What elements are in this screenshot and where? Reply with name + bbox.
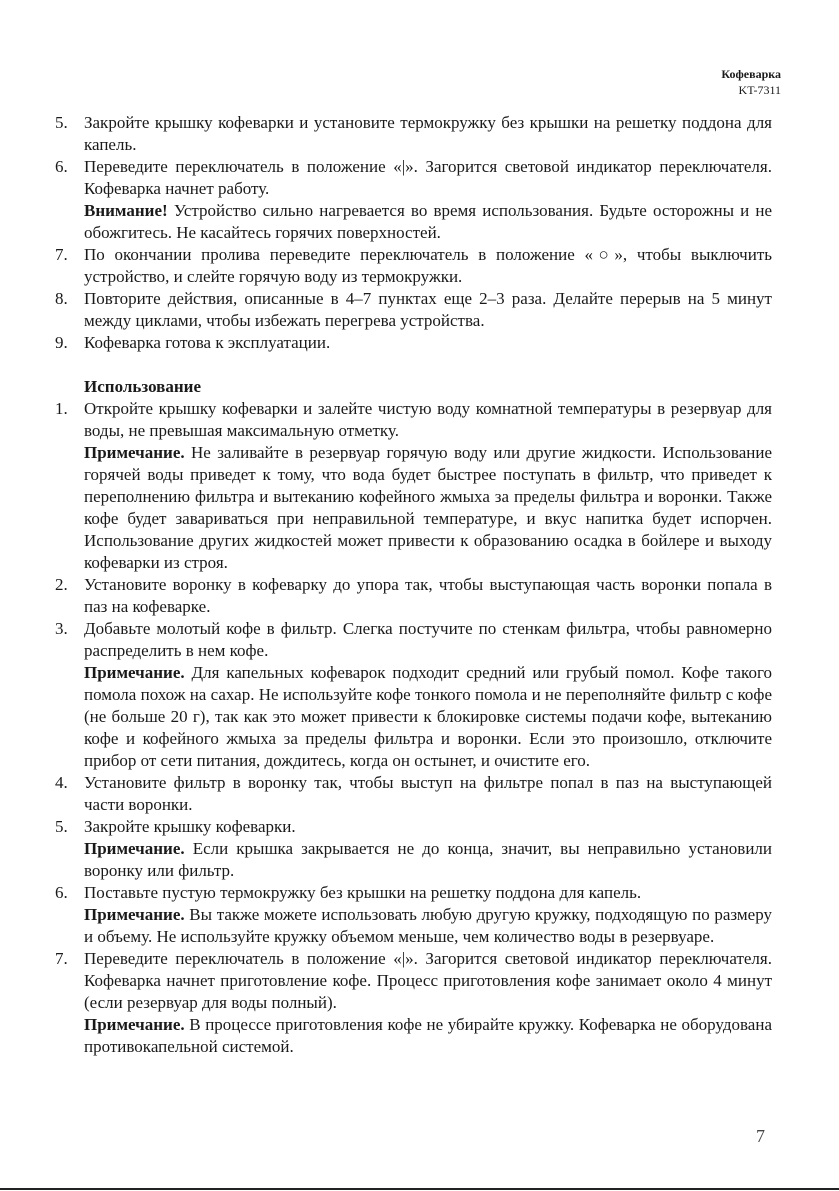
item-text: Установите воронку в кофеварку до упора так, чтобы выступающая часть воронки попала в паз на кофеварке. bbox=[84, 575, 772, 616]
item-number: 9. bbox=[55, 333, 68, 352]
item-number: 5. bbox=[55, 817, 68, 836]
note-text: Если крышка закрывается не до конца, значит, вы неправильно установили воронку или фильтр. bbox=[84, 839, 772, 880]
item-note bbox=[84, 1014, 772, 1058]
item-number: 2. bbox=[55, 575, 68, 594]
note-label: Примечание. bbox=[84, 905, 185, 924]
note-label: Примечание. bbox=[84, 839, 185, 858]
item-text: Откройте крышку кофеварки и залейте чистую воду комнатной температуры в резервуар для воды, не превышая максимальную отметку. bbox=[84, 399, 772, 440]
warning-label: Внимание! bbox=[84, 201, 168, 220]
page-number: 7 bbox=[756, 1126, 765, 1146]
list-item bbox=[55, 112, 772, 156]
item-number: 3. bbox=[55, 619, 68, 638]
note-text: Вы также можете использовать любую другую кружку, подходящую по размеру и объему. Не используйте кружку объемом меньше, чем количество воды в резервуаре. bbox=[84, 905, 772, 946]
note-label: Примечание. bbox=[84, 443, 185, 462]
list-item bbox=[55, 398, 772, 442]
header-product: Кофеварка bbox=[721, 67, 781, 81]
list-item bbox=[55, 244, 772, 288]
note-label: Примечание. bbox=[84, 1015, 185, 1034]
header-model: KT-7311 bbox=[738, 83, 781, 97]
section-gap bbox=[55, 354, 772, 376]
item-text: Кофеварка готова к эксплуатации. bbox=[84, 333, 331, 352]
list-item bbox=[55, 882, 772, 904]
item-number: 6. bbox=[55, 157, 68, 176]
list-item bbox=[55, 948, 772, 1014]
item-note bbox=[84, 442, 772, 574]
item-number: 7. bbox=[55, 245, 68, 264]
page-header bbox=[721, 66, 781, 98]
item-text: Закройте крышку кофеварки. bbox=[84, 817, 296, 836]
list-item bbox=[55, 288, 772, 332]
item-text: Переведите переключатель в положение «|». Загорится световой индикатор переключателя. Кофеварка начнет приготовление кофе. Процесс приготовления кофе занимает около 4 минут (если резервуар для воды полный). bbox=[84, 949, 772, 1012]
item-text: Добавьте молотый кофе в фильтр. Слегка постучите по стенкам фильтра, чтобы равномерно распределить в нем кофе. bbox=[84, 619, 772, 660]
item-number: 4. bbox=[55, 773, 68, 792]
note-text: В процессе приготовления кофе не убирайте кружку. Кофеварка не оборудована противокапельной системой. bbox=[84, 1015, 772, 1056]
item-text: По окончании пролива переведите переключатель в положение «○», чтобы выключить устройство, и слейте горячую воду из термокружки. bbox=[84, 245, 772, 286]
warning-note bbox=[84, 200, 772, 244]
warning-text: Устройство сильно нагревается во время использования. Будьте осторожны и не обожгитесь. Не касайтесь горячих поверхностей. bbox=[84, 201, 772, 242]
note-text: Не заливайте в резервуар горячую воду или другие жидкости. Использование горячей воды приведет к тому, что вода будет быстрее поступать в фильтр, что приведет к переполнению фильтра и вытеканию кофейного жмыха за пределы фильтра и воронки. Также кофе будет завариваться при неправильной температуре, и вкус напитка будет испорчен. Использование других жидкостей может привести к образованию осадка в бойлере и выходу кофеварки из строя. bbox=[84, 443, 772, 572]
item-number: 8. bbox=[55, 289, 68, 308]
list-item bbox=[55, 156, 772, 200]
item-number: 1. bbox=[55, 399, 68, 418]
item-text: Закройте крышку кофеварки и установите термокружку без крышки на решетку поддона для капель. bbox=[84, 113, 772, 154]
item-note bbox=[84, 662, 772, 772]
item-number: 6. bbox=[55, 883, 68, 902]
item-text: Повторите действия, описанные в 4–7 пунктах еще 2–3 раза. Делайте перерыв на 5 минут между циклами, чтобы избежать перегрева устройства. bbox=[84, 289, 772, 330]
list-item bbox=[55, 574, 772, 618]
list-item bbox=[55, 816, 772, 838]
item-note bbox=[84, 838, 772, 882]
list-item bbox=[55, 332, 772, 354]
document-body bbox=[55, 112, 772, 1058]
item-text: Установите фильтр в воронку так, чтобы выступ на фильтре попал в паз на выступающей части воронки. bbox=[84, 773, 772, 814]
list-item bbox=[55, 618, 772, 662]
item-text: Переведите переключатель в положение «|». Загорится световой индикатор переключателя. Кофеварка начнет работу. bbox=[84, 157, 772, 198]
section-title-usage: Использование bbox=[84, 377, 201, 396]
item-number: 5. bbox=[55, 113, 68, 132]
bottom-divider bbox=[0, 1188, 839, 1190]
note-label: Примечание. bbox=[84, 663, 185, 682]
note-text: Для капельных кофеварок подходит средний или грубый помол. Кофе такого помола похож на сахар. Не используйте кофе тонкого помола и не переполняйте фильтр с кофе (не больше 20 г), так как это может привести к блокировке системы подачи кофе, вытеканию кофе и кофейного жмыха за пределы фильтра и воронки. Если это произошло, отключите прибор от сети питания, дождитесь, когда он остынет, и очистите его. bbox=[84, 663, 772, 770]
item-text: Поставьте пустую термокружку без крышки на решетку поддона для капель. bbox=[84, 883, 642, 902]
list-item bbox=[55, 772, 772, 816]
item-number: 7. bbox=[55, 949, 68, 968]
item-note bbox=[84, 904, 772, 948]
